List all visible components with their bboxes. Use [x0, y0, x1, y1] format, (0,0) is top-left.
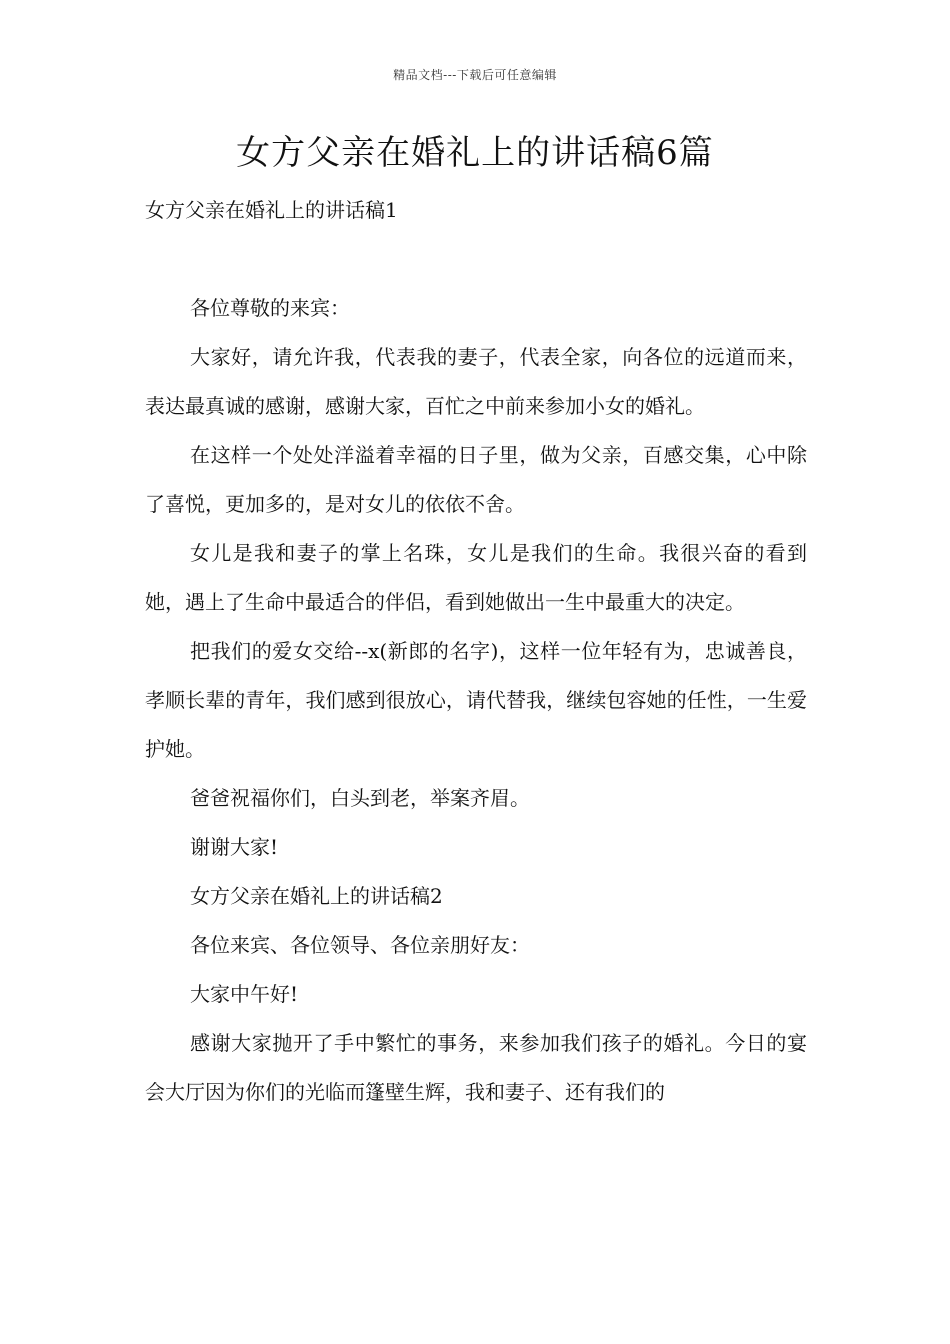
- header-note: 精品文档---下载后可任意编辑: [393, 68, 557, 82]
- document-title: 女方父亲在婚礼上的讲话稿6篇: [236, 133, 714, 173]
- blank-line: [145, 235, 807, 284]
- section-heading-2: 女方父亲在婚礼上的讲话稿2: [190, 884, 443, 908]
- document-body: [145, 186, 807, 1117]
- paragraph-thanks: 谢谢大家!: [190, 835, 279, 859]
- paragraph: 大家好，请允许我，代表我的妻子，代表全家，向各位的远道而来，表达最真诚的感谢，感谢大家，百忙之中前来参加小女的婚礼。: [145, 345, 807, 418]
- paragraph: 在这样一个处处洋溢着幸福的日子里，做为父亲，百感交集，心中除了喜悦，更加多的，是对女儿的依依不舍。: [145, 443, 807, 516]
- paragraph-greeting: 大家中午好!: [190, 982, 299, 1006]
- paragraph-salutation: 各位来宾、各位领导、各位亲朋好友：: [190, 933, 530, 957]
- paragraph: 感谢大家抛开了手中繁忙的事务，来参加我们孩子的婚礼。今日的宴会大厅因为你们的光临而篷壁生辉，我和妻子、还有我们的: [145, 1031, 807, 1104]
- paragraph: 女儿是我和妻子的掌上名珠，女儿是我们的生命。我很兴奋的看到她，遇上了生命中最适合的伴侣，看到她做出一生中最重大的决定。: [145, 541, 807, 614]
- paragraph-salutation: 各位尊敬的来宾：: [190, 296, 350, 320]
- paragraph: 把我们的爱女交给--x(新郎的名字)，这样一位年轻有为，忠诚善良，孝顺长辈的青年，我们感到很放心，请代替我，继续包容她的任性，一生爱护她。: [145, 639, 807, 761]
- section-heading-1: 女方父亲在婚礼上的讲话稿1: [145, 198, 398, 222]
- paragraph: 爸爸祝福你们，白头到老，举案齐眉。: [190, 786, 530, 810]
